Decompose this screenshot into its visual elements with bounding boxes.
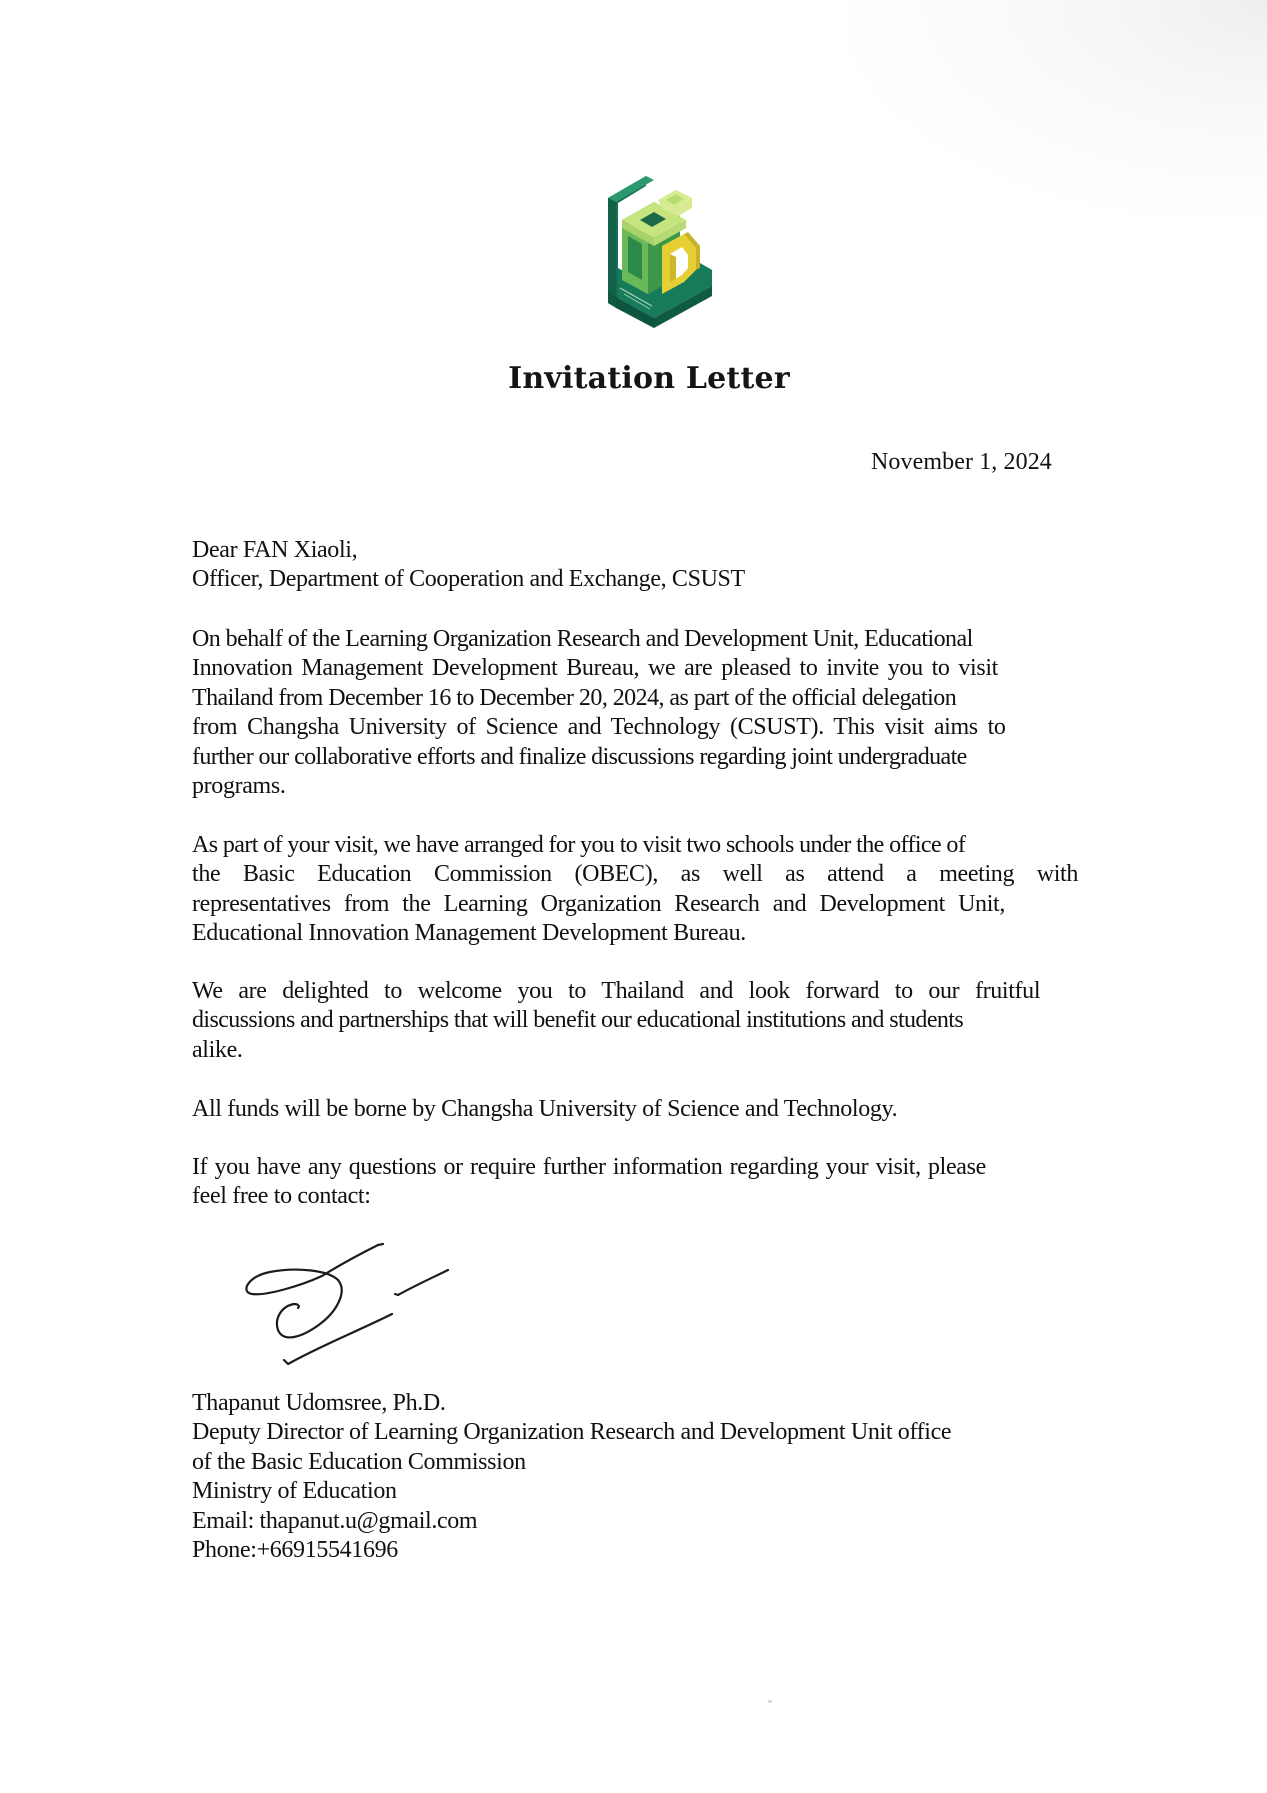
paragraph-contact: [192, 1153, 1076, 1212]
paragraph-line: We are delighted to welcome you to Thailand and look forward to our fruitful: [192, 978, 1041, 1004]
paragraph-line: discussions and partnerships that will benefit our educational institutions and students: [192, 1007, 964, 1034]
paragraph-visit-details: [192, 831, 1079, 949]
paragraph-line: further our collaborative efforts and finalize discussions regarding joint undergraduate: [192, 743, 967, 770]
page-shadow: [847, 0, 1267, 220]
paragraph-line: On behalf of the Learning Organization Research and Development Unit, Educational: [192, 626, 973, 652]
paragraph-line: alike.: [192, 1036, 243, 1063]
paragraph-line: If you have any questions or require further information regarding your visit, please: [192, 1154, 986, 1180]
signer-name: Thapanut Udomsree, Ph.D.: [192, 1390, 446, 1416]
signer-organization: Ministry of Education: [192, 1478, 397, 1505]
signer-title: Deputy Director of Learning Organization Research and Development Unit office: [192, 1419, 952, 1446]
paragraph-welcome: [192, 977, 1076, 1065]
paragraph-line: As part of your visit, we have arranged for you to visit two schools under the office of: [192, 832, 966, 858]
paragraph-line: programs.: [192, 773, 286, 800]
salutation: Dear FAN Xiaoli,: [192, 537, 358, 563]
paragraph-line: the Basic Education Commission (OBEC), as well as attend a meeting with: [192, 861, 1079, 888]
paragraph-line: Innovation Management Development Bureau, we are pleased to invite you to visit: [192, 655, 998, 682]
page-title: Invitation Letter: [508, 361, 790, 396]
paragraph-line: All funds will be borne by Changsha University of Science and Technology.: [192, 1096, 898, 1122]
recipient-position: Officer, Department of Cooperation and Exchange, CSUST: [192, 566, 745, 593]
paragraph-line: from Changsha University of Science and Technology (CSUST). This visit aims to: [192, 714, 1006, 741]
signer-title-continued: of the Basic Education Commission: [192, 1448, 526, 1475]
signer-email: Email: thapanut.u@gmail.com: [192, 1507, 478, 1534]
paragraph-funding: [192, 1095, 1076, 1124]
organization-logo-icon: [588, 158, 720, 330]
paragraph-line: representatives from the Learning Organization Research and Development Unit,: [192, 890, 1005, 917]
recipient-block: [192, 536, 1076, 595]
letter-date: November 1, 2024: [871, 449, 1052, 475]
signoff-block: [192, 1389, 1076, 1565]
paragraph-line: Educational Innovation Management Development Bureau.: [192, 920, 746, 947]
signature-icon: [240, 1232, 455, 1372]
paragraph-invitation: [192, 625, 1076, 801]
paragraph-line: Thailand from December 16 to December 20, 2024, as part of the official delegation: [192, 684, 957, 711]
paragraph-line: feel free to contact:: [192, 1183, 371, 1210]
scan-speck: [768, 1700, 772, 1703]
signer-phone: Phone:+66915541696: [192, 1537, 398, 1564]
